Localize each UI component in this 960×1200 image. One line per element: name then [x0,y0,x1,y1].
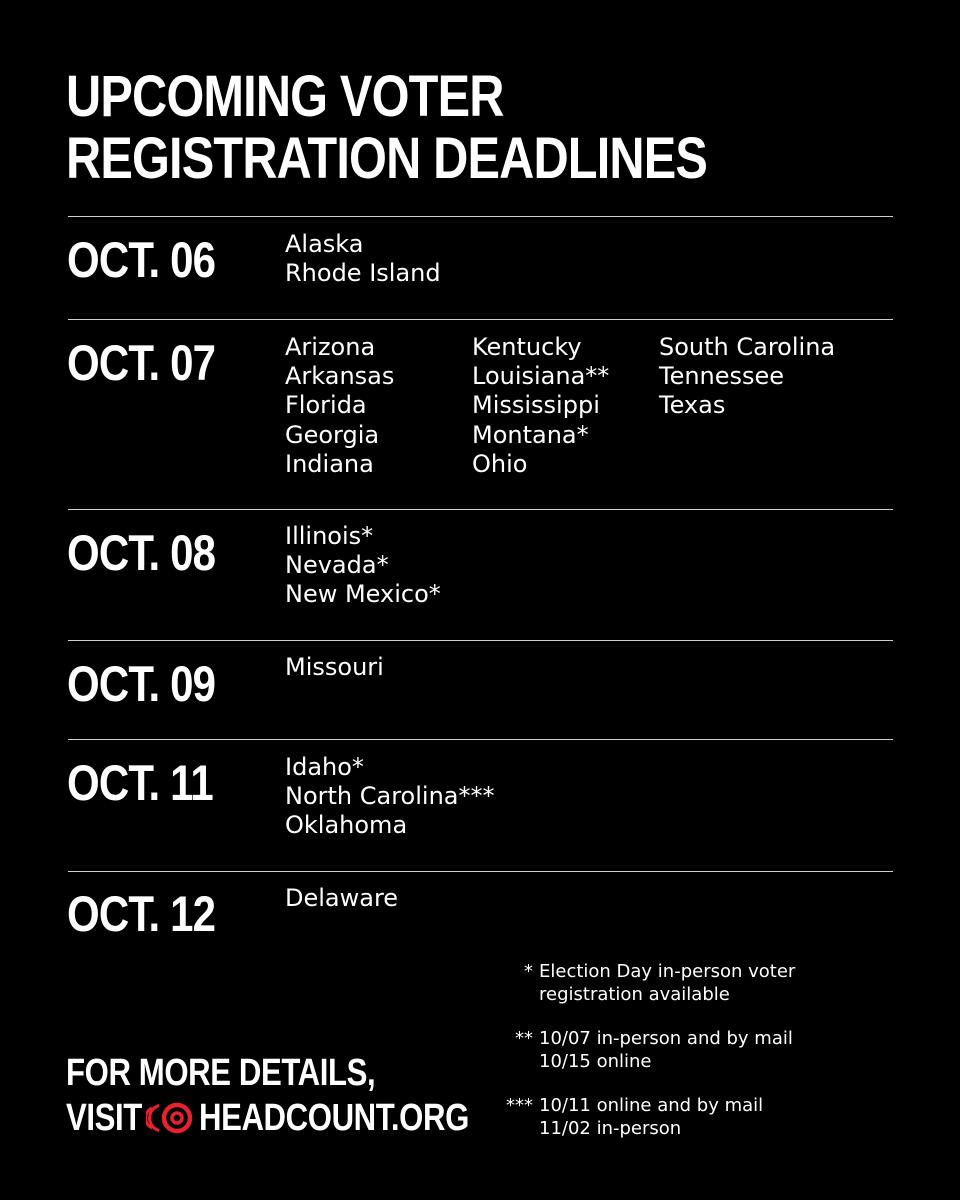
state-name: Nevada* [285,551,389,580]
footnote-text: Election Day in-person voter [539,961,796,982]
divider [68,871,893,872]
state-list [285,653,384,682]
page-title-line-2: REGISTRATION DEADLINES [66,126,708,191]
page-title [66,66,707,190]
deadline-date: OCT. 06 [67,232,216,288]
state-list [285,333,394,479]
divider [68,509,893,510]
deadline-date: OCT. 09 [67,656,216,712]
state-name: Delaware [285,884,399,912]
state-name: South Carolina [659,333,836,361]
state-name: Arkansas [285,362,395,391]
deadline-date: OCT. 12 [67,886,216,942]
footnote-text: registration available [539,983,730,1005]
footnote-text: 10/07 in-person and by mail [539,1028,793,1049]
page-title-line-1: UPCOMING VOTER [66,64,504,129]
state-name: Mississippi [472,391,600,420]
state-list [285,230,441,288]
state-name: Missouri [285,653,384,681]
cta-visit-label: VISIT [66,1097,142,1139]
footnote-text: 10/11 online and by mail [539,1095,764,1116]
cta-website-link[interactable]: HEADCOUNT.ORG [199,1097,469,1139]
state-name: Indiana [285,449,374,478]
state-name: Arizona [285,333,376,361]
state-list [472,333,609,479]
deadline-date: OCT. 07 [67,335,216,391]
divider [68,319,893,320]
state-name: Tennessee [659,362,785,391]
divider [68,216,893,217]
footnote [524,961,796,1006]
cta-heading: FOR MORE DETAILS, [66,1052,376,1094]
state-name: North Carolina*** [285,782,495,811]
footnote-text: 10/15 online [539,1050,652,1072]
state-name: Oklahoma [285,811,408,840]
state-name: Georgia [285,420,380,449]
headcount-logo-icon [146,1101,194,1135]
state-name: Alaska [285,230,364,258]
deadline-date: OCT. 11 [67,755,213,811]
state-name: Montana* [472,420,589,449]
footnote-mark: ** [515,1028,533,1049]
state-name: Idaho* [285,753,364,781]
footnote-text: 11/02 in-person [539,1117,682,1139]
state-list [659,333,835,421]
state-name: Florida [285,391,367,420]
state-name: Illinois* [285,522,374,550]
state-name: Ohio [472,449,528,478]
footnote [506,1095,764,1140]
footnote-mark: * [524,961,533,982]
state-name: Kentucky [472,333,582,361]
state-list [285,884,398,913]
state-name: Texas [659,391,726,420]
footnote-mark: *** [506,1095,533,1116]
state-name: Louisiana** [472,362,610,391]
state-list [285,753,495,841]
state-name: Rhode Island [285,259,441,288]
divider [68,739,893,740]
state-list [285,522,441,610]
deadline-date: OCT. 08 [67,525,216,581]
divider [68,640,893,641]
state-name: New Mexico* [285,580,441,609]
footnote [515,1028,793,1073]
